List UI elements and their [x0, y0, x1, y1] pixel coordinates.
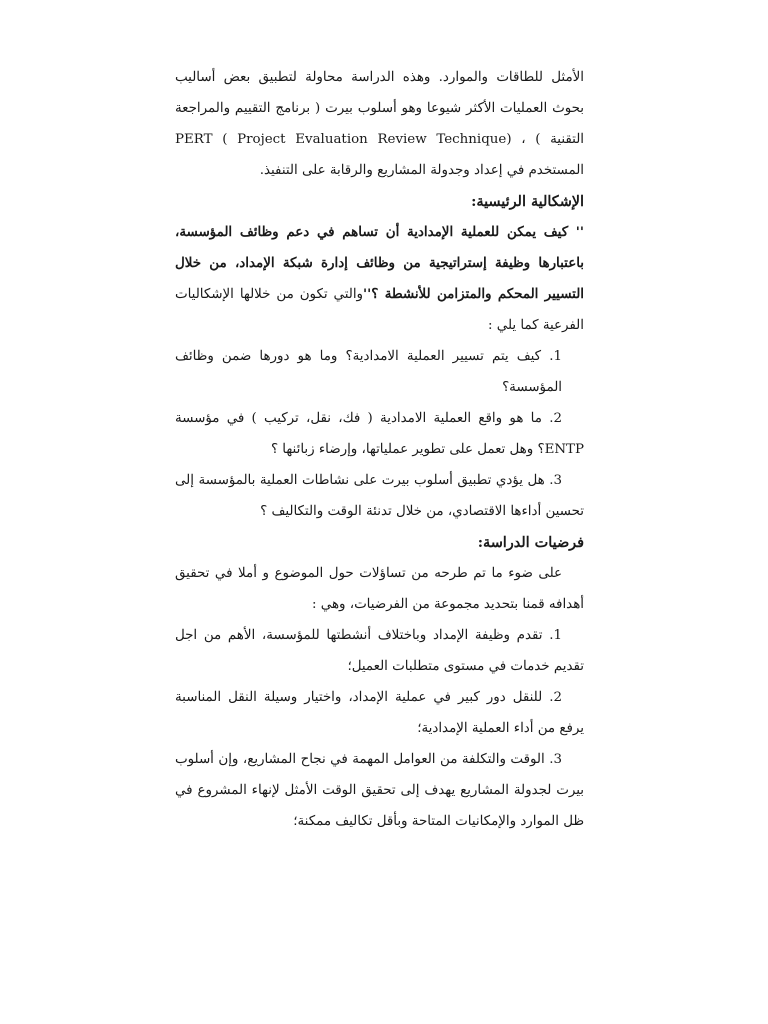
problem-heading: الإشكالية الرئيسية:: [471, 193, 584, 210]
sub-questions-lead-in: والتي تكون من خلالها الإشكاليات الفرعية كما يلي :: [175, 287, 584, 333]
sub-question-1: [175, 341, 584, 403]
main-question-text: '' كيف يمكن للعملية الإمدادية أن تساهم في دعم وظائف المؤسسة، باعتبارها وظيفة إستراتيجية من وظائف إدارة شبكة الإمداد، من خلال التسيير المحكم والمتزامن للأنشطة ؟'': [175, 224, 584, 302]
sub-question-2: [175, 403, 584, 465]
sub-question-3: [175, 465, 584, 527]
main-question: [175, 217, 584, 341]
hypothesis-1-number: 1.: [549, 628, 562, 643]
hypotheses-heading: فرضيات الدراسة:: [477, 534, 584, 551]
sub-question-2-number: 2.: [549, 411, 562, 426]
hypothesis-3-number: 3.: [549, 752, 562, 767]
hypothesis-2: [175, 682, 584, 744]
intro-paragraph: الأمثل للطاقات والموارد. وهذه الدراسة محاولة لتطبيق بعض أساليب بحوث العمليات الأكثر شيوعا وهو أسلوب بيرت ( برنامج التقييم والمراجعة التقنية ) ، PERT ( Project Evaluation Review Technique) المستخدم في إعداد وجدولة المشاريع والرقابة على التنفيذ.: [175, 70, 584, 178]
sub-question-3-number: 3.: [549, 473, 562, 488]
hypothesis-3-text: الوقت والتكلفة من العوامل المهمة في نجاح المشاريع، وإن أسلوب بيرت لجدولة المشاريع يهدف إلى تحقيق الوقت الأمثل لإنهاء المشروع في ظل الموارد والإمكانيات المتاحة وبأقل تكاليف ممكنة؛: [175, 752, 584, 829]
hypothesis-1: [175, 620, 584, 682]
document-page: [175, 62, 584, 837]
sub-question-1-text: كيف يتم تسيير العملية الامدادية؟ وما هو دورها ضمن وظائف المؤسسة؟: [175, 349, 562, 395]
hypotheses-intro: على ضوء ما تم طرحه من تساؤلات حول الموضوع و أملا في تحقيق أهدافه قمنا بتحديد مجموعة من الفرضيات، وهي :: [175, 566, 584, 612]
sub-question-3-text: هل يؤدي تطبيق أسلوب بيرت على نشاطات العملية بالمؤسسة إلى تحسين أداءها الاقتصادي، من خلال تدنئة الوقت والتكاليف ؟: [175, 473, 584, 519]
sub-question-2-text: ما هو واقع العملية الامدادية ( فك، نقل، تركيب ) في مؤسسة ENTP؟ وهل تعمل على تطوير عملياتها، وإرضاء زبائنها ؟: [175, 411, 584, 457]
sub-question-1-number: 1.: [549, 349, 562, 364]
hypothesis-2-text: للنقل دور كبير في عملية الإمداد، واختيار وسيلة النقل المناسبة يرفع من أداء العملية الإمدادية؛: [175, 690, 584, 736]
hypothesis-3: [175, 744, 584, 837]
hypothesis-1-text: تقدم وظيفة الإمداد وباختلاف أنشطتها للمؤسسة، الأهم من اجل تقديم خدمات في مستوى متطلبات العميل؛: [175, 628, 584, 674]
hypothesis-2-number: 2.: [549, 690, 562, 705]
